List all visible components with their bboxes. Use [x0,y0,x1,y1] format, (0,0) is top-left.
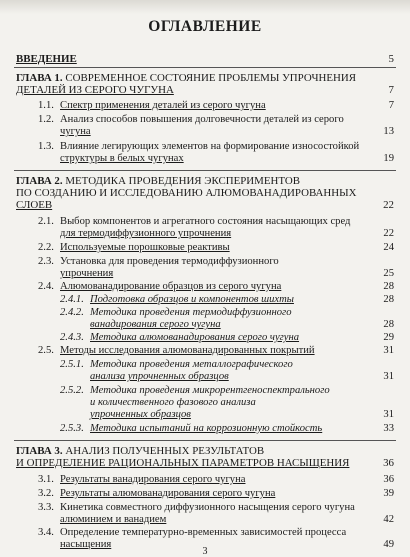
page-number: 3 [202,546,208,557]
item-page: 19 [383,153,394,165]
item-page: 31 [383,371,394,383]
toc-item-3-3 [16,502,394,526]
item-title-cont: структуры в белых чугунах [60,153,184,165]
item-title: Алюмованадирование образцов из серого чугуна [60,281,282,292]
chapter-2-page: 22 [383,199,394,212]
item-page: 49 [383,539,394,551]
toc-item-2-4-2 [16,307,394,331]
toc-item-2-5-3 [16,423,394,435]
item-title: Определение температурно-временных зависимостей процесса [60,527,347,538]
item-title-cont: анализа упрочненных образцов [90,371,229,383]
chapter-3-label: ГЛАВА 3. [16,445,63,457]
toc-item-2-4 [16,281,394,293]
toc-item-1-2 [16,114,394,138]
item-page: 31 [383,409,394,421]
chapter-1-page: 7 [388,84,394,97]
toc-chapter-3 [16,445,394,469]
toc-item-1-3 [16,141,394,165]
item-title: Спектр применения деталей из серого чугуна [60,100,266,111]
divider [14,440,396,441]
item-page: 29 [383,331,394,343]
toc-chapter-1 [16,72,394,96]
item-title: Выбор компонентов и агрегатного состояния насыщающих сред [60,216,351,227]
divider [14,170,396,171]
toc-entry-intro [16,53,394,65]
chapter-2-title-line2: ПО СОЗДАНИЮ И ИССЛЕДОВАНИЮ АЛЮМОВАНАДИРОВАННЫХ [16,187,357,200]
item-number: 2.5.3. [60,423,84,434]
item-number: 2.4.3. [60,332,84,343]
item-title: Методика проведения металлографического [90,359,293,370]
toc-item-2-1 [16,216,394,240]
item-page: 25 [383,268,394,280]
toc-item-2-5-1 [16,359,394,383]
toc-item-2-3 [16,256,394,280]
item-number: 2.4.2. [60,307,84,318]
item-title: Результаты алюмованадирования серого чугуна [60,488,276,499]
page-title: ОГЛАВЛЕНИЕ [148,18,262,35]
toc-item-1-1 [16,100,394,112]
item-title-cont: насыщения [60,539,112,551]
toc-item-2-5 [16,345,394,357]
item-title: Влияние легирующих элементов на формирование износостойкой [60,141,360,152]
item-number: 3.1. [38,474,54,485]
item-number: 3.2. [38,488,54,499]
item-title: Кинетика совместного диффузионного насыщения серого чугуна [60,502,355,513]
item-page: 28 [383,319,394,331]
item-title-cont: и количественного фазового анализа [90,397,256,409]
item-number: 2.5.1. [60,359,84,370]
page-edge-shadow [0,0,410,14]
toc-item-3-1 [16,474,394,486]
toc-item-3-2 [16,488,394,500]
item-page: 28 [383,293,394,305]
chapter-2-label: ГЛАВА 2. [16,175,63,187]
chapter-3-title-line1: АНАЛИЗ ПОЛУЧЕННЫХ РЕЗУЛЬТАТОВ [65,445,265,457]
chapter-1-title-line1: СОВРЕМЕННОЕ СОСТОЯНИЕ ПРОБЛЕМЫ УПРОЧНЕНИЯ [65,72,357,84]
item-title: Методика проведения термодиффузионного [90,307,292,318]
item-number: 2.5.2. [60,385,84,396]
item-title: Анализ способов повышения долговечности деталей из серого [60,114,344,125]
item-number: 1.2. [38,114,54,125]
item-title: Методика проведения микрорентгеноспектрального [90,385,330,396]
intro-label: ВВЕДЕНИЕ [16,53,77,65]
item-title-cont: упрочнения [60,268,114,280]
item-page: 39 [383,487,394,499]
intro-page: 5 [388,52,394,65]
item-number: 1.1. [38,100,54,111]
item-title-cont: упрочненных образцов [90,409,191,421]
item-page: 24 [383,241,394,253]
item-page: 13 [383,126,394,138]
item-page: 33 [383,422,394,434]
item-page: 7 [388,99,394,111]
item-title: Методика алюмованадирования серого чугуна [90,332,300,343]
item-number: 3.3. [38,502,54,513]
item-title-cont: чугуна [60,126,91,138]
chapter-3-title-line2: И ОПРЕДЕЛЕНИЕ РАЦИОНАЛЬНЫХ ПАРАМЕТРОВ НАСЫЩЕНИЯ [16,457,350,470]
item-number: 2.4. [38,281,54,292]
item-number: 2.5. [38,345,54,356]
toc-item-2-4-3 [16,332,394,344]
item-number: 2.1. [38,216,54,227]
divider [14,67,396,68]
item-number: 1.3. [38,141,54,152]
toc-chapter-2 [16,175,394,212]
item-page: 42 [383,514,394,526]
item-number: 3.4. [38,527,54,538]
item-title: Методика испытаний на коррозионную стойкость [90,423,323,434]
item-title: Установка для проведения термодиффузионного [60,256,279,267]
toc-item-2-4-1 [16,294,394,306]
item-title: Подготовка образцов и компонентов шихты [90,294,294,305]
chapter-1-title-line2: ДЕТАЛЕЙ ИЗ СЕРОГО ЧУГУНА [16,84,174,97]
item-number: 2.3. [38,256,54,267]
item-title: Методы исследования алюмованадированных покрытий [60,345,315,356]
item-title-cont: ванадирования серого чугуна [90,319,221,331]
item-title: Результаты ванадирования серого чугуна [60,474,246,485]
item-page: 31 [383,344,394,356]
chapter-2-title-line1: МЕТОДИКА ПРОВЕДЕНИЯ ЭКСПЕРИМЕНТОВ [65,175,301,187]
item-title: Используемые порошковые реактивы [60,242,230,253]
item-title-cont: алюминием и ванадием [60,514,167,526]
item-page: 28 [383,280,394,292]
toc-item-2-5-2 [16,385,394,422]
chapter-2-title-line3: СЛОЕВ [16,199,53,212]
chapter-1-label: ГЛАВА 1. [16,72,63,84]
toc-item-2-2 [16,242,394,254]
item-title-cont: для термодиффузионного упрочнения [60,228,232,240]
chapter-3-page: 36 [383,457,394,470]
item-number: 2.4.1. [60,294,84,305]
item-number: 2.2. [38,242,54,253]
item-page: 36 [383,473,394,485]
item-page: 22 [383,228,394,240]
